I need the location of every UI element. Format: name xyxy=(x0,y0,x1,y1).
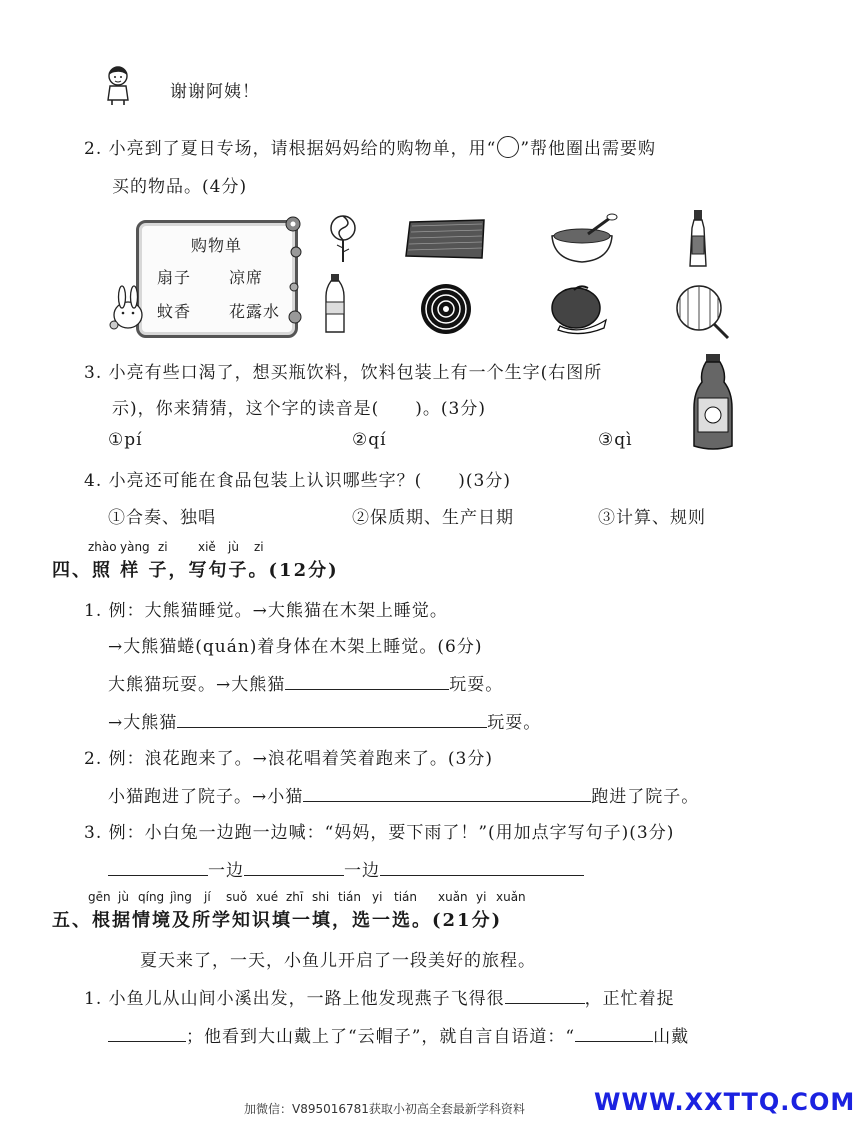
greeting-line: 谢谢阿姨！ xyxy=(170,82,260,102)
hand-fan-icon xyxy=(674,284,732,340)
q2-line2: 买的物品。(4分) xyxy=(112,177,248,197)
pinyin: shi xyxy=(312,890,330,904)
pinyin: jìng xyxy=(170,890,192,904)
s5-intro: 夏天来了，一天，小鱼儿开启了一段美好的旅程。 xyxy=(140,951,536,971)
pinyin: jù xyxy=(118,890,129,904)
watermelon-icon xyxy=(546,282,612,336)
bamboo-mat-icon xyxy=(404,218,488,260)
flower-decoration-icon xyxy=(278,212,308,332)
pinyin: jù xyxy=(228,540,239,554)
pinyin: xiě xyxy=(198,540,216,554)
small-bottle-icon xyxy=(686,208,710,268)
pinyin: zhī xyxy=(286,890,304,904)
q4-line1: 4. 小亮还可能在食品包装上认识哪些字？( )(3分) xyxy=(84,471,511,491)
q2-line1: 2. 小亮到了夏日专场，请根据妈妈给的购物单，用“ ”帮他圈出需要购 xyxy=(84,134,656,159)
s4-ex2-line1: 2. 例：浪花跑来了。→浪花唱着笑着跑来了。(3分) xyxy=(84,749,493,769)
answer-blank[interactable] xyxy=(285,673,449,690)
bunny-decoration-icon xyxy=(108,285,148,333)
shopping-list-item: 花露水 xyxy=(229,302,281,321)
s4-ex3-line2: 一边 一边 xyxy=(108,856,584,881)
pinyin: zi xyxy=(158,540,168,554)
q3-line2: 示)，你来猜猜，这个字的读音是( )。(3分) xyxy=(112,399,486,419)
pinyin: yi xyxy=(372,890,383,904)
answer-blank[interactable] xyxy=(303,785,591,802)
q4-option[interactable]: ③计算、规则 xyxy=(598,508,706,528)
pinyin: qíng xyxy=(138,890,165,904)
answer-blank[interactable] xyxy=(108,1025,186,1042)
q4-option[interactable]: ①合奏、独唱 xyxy=(108,508,216,528)
s4-ex1-line3: 大熊猫玩耍。→大熊猫 玩耍。 xyxy=(108,675,504,695)
water-bottle-icon xyxy=(322,272,348,336)
footer-brand: WWW.XXTTQ.COM xyxy=(594,1088,855,1116)
s4-ex1-line2: →大熊猫蜷(quán)着身体在木架上睡觉。(6分) xyxy=(108,637,483,657)
boy-cartoon-icon xyxy=(104,66,134,106)
pinyin: tián xyxy=(338,890,361,904)
s4-ex1-line4: →大熊猫 玩耍。 xyxy=(108,713,542,733)
pinyin: xuǎn xyxy=(438,890,468,904)
q3-option[interactable]: ③qì xyxy=(598,430,633,450)
answer-blank[interactable] xyxy=(177,711,487,728)
section-4-title: 四、照 样 子，写句子。(12分) xyxy=(52,560,339,581)
shopping-list-card xyxy=(136,220,298,338)
pinyin: gēn xyxy=(88,890,111,904)
s4-ex1-line1: 1. 例：大熊猫睡觉。→大熊猫在木架上睡觉。 xyxy=(84,601,448,621)
shopping-list-item: 蚊香 xyxy=(157,302,192,321)
q3-line1: 3. 小亮有些口渴了，想买瓶饮料，饮料包装上有一个生字(右图所 xyxy=(84,363,603,383)
answer-blank[interactable] xyxy=(380,859,584,876)
pinyin: jí xyxy=(204,890,211,904)
s5-q1-line2: ；他看到大山戴上了“云帽子”，就自言自语道：“ 山戴 xyxy=(108,1022,689,1047)
shopping-list-item: 凉席 xyxy=(229,268,264,287)
s5-q1-line1: 1. 小鱼儿从山间小溪出发，一路上他发现燕子飞得很 ，正忙着捉 xyxy=(84,989,675,1009)
pinyin: tián xyxy=(394,890,417,904)
shopping-list-item: 扇子 xyxy=(157,268,192,287)
pinyin: zi xyxy=(254,540,264,554)
pinyin: suǒ xyxy=(226,890,248,904)
q3-option[interactable]: ②qí xyxy=(352,430,387,450)
q3-option[interactable]: ①pí xyxy=(108,430,143,450)
pinyin: yàng xyxy=(120,540,150,554)
mosquito-coil-icon xyxy=(418,282,474,336)
drink-bottle-icon xyxy=(690,352,736,452)
answer-blank[interactable] xyxy=(244,859,344,876)
pinyin: xuǎn xyxy=(496,890,526,904)
section-5-title: 五、根据情境及所学知识填一填，选一选。(21分) xyxy=(52,910,503,931)
answer-blank[interactable] xyxy=(505,987,585,1004)
q4-option[interactable]: ②保质期、生产日期 xyxy=(352,508,514,528)
answer-blank[interactable] xyxy=(575,1025,653,1042)
bowl-spoon-icon xyxy=(548,212,618,266)
footer-note: 加微信：V895016781获取小初高全套最新学科资料 xyxy=(244,1102,525,1116)
pinyin: yi xyxy=(476,890,487,904)
pinyin: xué xyxy=(256,890,279,904)
lollipop-icon xyxy=(326,212,360,264)
circle-symbol-icon xyxy=(497,136,519,158)
s4-ex3-line1: 3. 例：小白兔一边跑一边喊：“妈妈，要下雨了！”(用加点字写句子)(3分) xyxy=(84,823,675,843)
pinyin: zhào xyxy=(88,540,117,554)
answer-blank[interactable] xyxy=(108,859,208,876)
s4-ex2-line2: 小猫跑进了院子。→小猫 跑进了院子。 xyxy=(108,787,700,807)
shopping-list-title: 购物单 xyxy=(191,236,243,255)
